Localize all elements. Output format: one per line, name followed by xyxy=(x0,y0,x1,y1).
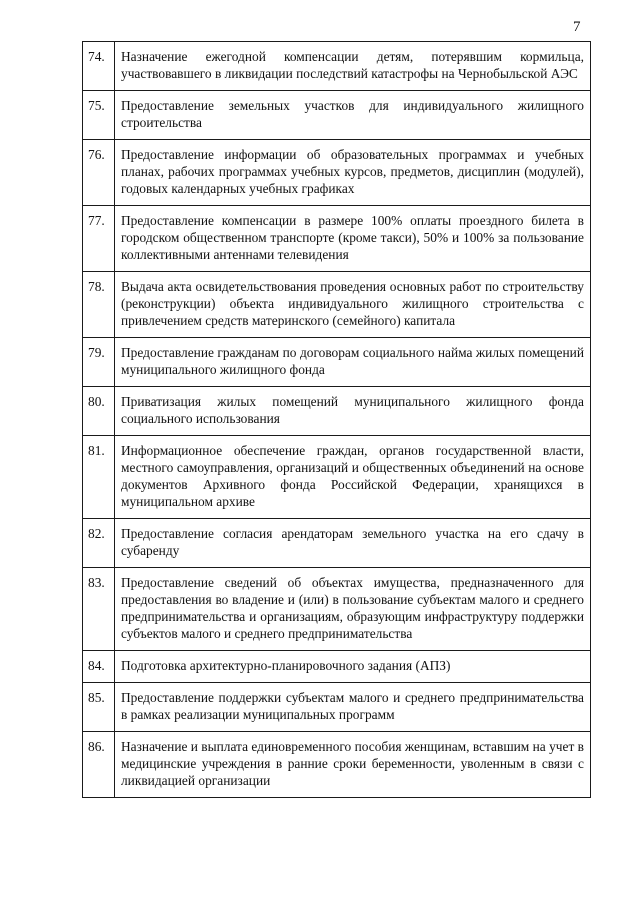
row-number: 80. xyxy=(83,387,115,436)
service-name: Предоставление компенсации в размере 100% оплаты проездного билета в городском общественном транспорте (кроме такси), 50% и 100% за пользование коллективными антеннами телевидения xyxy=(115,206,591,272)
service-name: Предоставление информации об образовательных программах и учебных планах, рабочих программах учебных курсов, предметов, дисциплин (модулей), годовых календарных учебных графиках xyxy=(115,140,591,206)
page-number: 7 xyxy=(573,19,581,35)
services-table-body xyxy=(83,42,591,798)
table-row xyxy=(83,140,591,206)
service-name: Информационное обеспечение граждан, органов государственной власти, местного самоуправления, организаций и общественных объединений на основе документов Архивного фонда Российской Федерации, хранящихся в муниципальном архиве xyxy=(115,436,591,519)
service-name: Назначение ежегодной компенсации детям, потерявшим кормильца, участвовавшего в ликвидации последствий катастрофы на Чернобыльской АЭС xyxy=(115,42,591,91)
row-number: 84. xyxy=(83,651,115,683)
row-number: 79. xyxy=(83,338,115,387)
table-row xyxy=(83,206,591,272)
table-row xyxy=(83,651,591,683)
service-name: Предоставление сведений об объектах имущества, предназначенного для предоставления во владение и (или) в пользование субъектам малого и среднего предпринимательства и организациям, образующим инфраструктуру поддержки субъектов малого и среднего предпринимательства xyxy=(115,568,591,651)
row-number: 85. xyxy=(83,683,115,732)
table-row xyxy=(83,683,591,732)
row-number: 83. xyxy=(83,568,115,651)
service-name: Предоставление согласия арендаторам земельного участка на его сдачу в субаренду xyxy=(115,519,591,568)
row-number: 76. xyxy=(83,140,115,206)
table-row xyxy=(83,732,591,798)
service-name: Приватизация жилых помещений муниципального жилищного фонда социального использования xyxy=(115,387,591,436)
table-row xyxy=(83,42,591,91)
service-name: Предоставление земельных участков для индивидуального жилищного строительства xyxy=(115,91,591,140)
table-row xyxy=(83,436,591,519)
row-number: 78. xyxy=(83,272,115,338)
row-number: 74. xyxy=(83,42,115,91)
service-name: Подготовка архитектурно-планировочного задания (АПЗ) xyxy=(115,651,591,683)
table-row xyxy=(83,272,591,338)
row-number: 82. xyxy=(83,519,115,568)
service-name: Предоставление поддержки субъектам малого и среднего предпринимательства в рамках реализации муниципальных программ xyxy=(115,683,591,732)
service-name: Выдача акта освидетельствования проведения основных работ по строительству (реконструкции) объекта индивидуального жилищного строительства с привлечением средств материнского (семейного) капитала xyxy=(115,272,591,338)
row-number: 75. xyxy=(83,91,115,140)
service-name: Назначение и выплата единовременного пособия женщинам, вставшим на учет в медицинские учреждения в ранние сроки беременности, уволенным в связи с ликвидацией организации xyxy=(115,732,591,798)
service-name: Предоставление гражданам по договорам социального найма жилых помещений муниципального жилищного фонда xyxy=(115,338,591,387)
table-row xyxy=(83,568,591,651)
row-number: 77. xyxy=(83,206,115,272)
table-row xyxy=(83,519,591,568)
table-row xyxy=(83,387,591,436)
row-number: 86. xyxy=(83,732,115,798)
table-row xyxy=(83,338,591,387)
row-number: 81. xyxy=(83,436,115,519)
table-row xyxy=(83,91,591,140)
services-table xyxy=(82,41,591,798)
